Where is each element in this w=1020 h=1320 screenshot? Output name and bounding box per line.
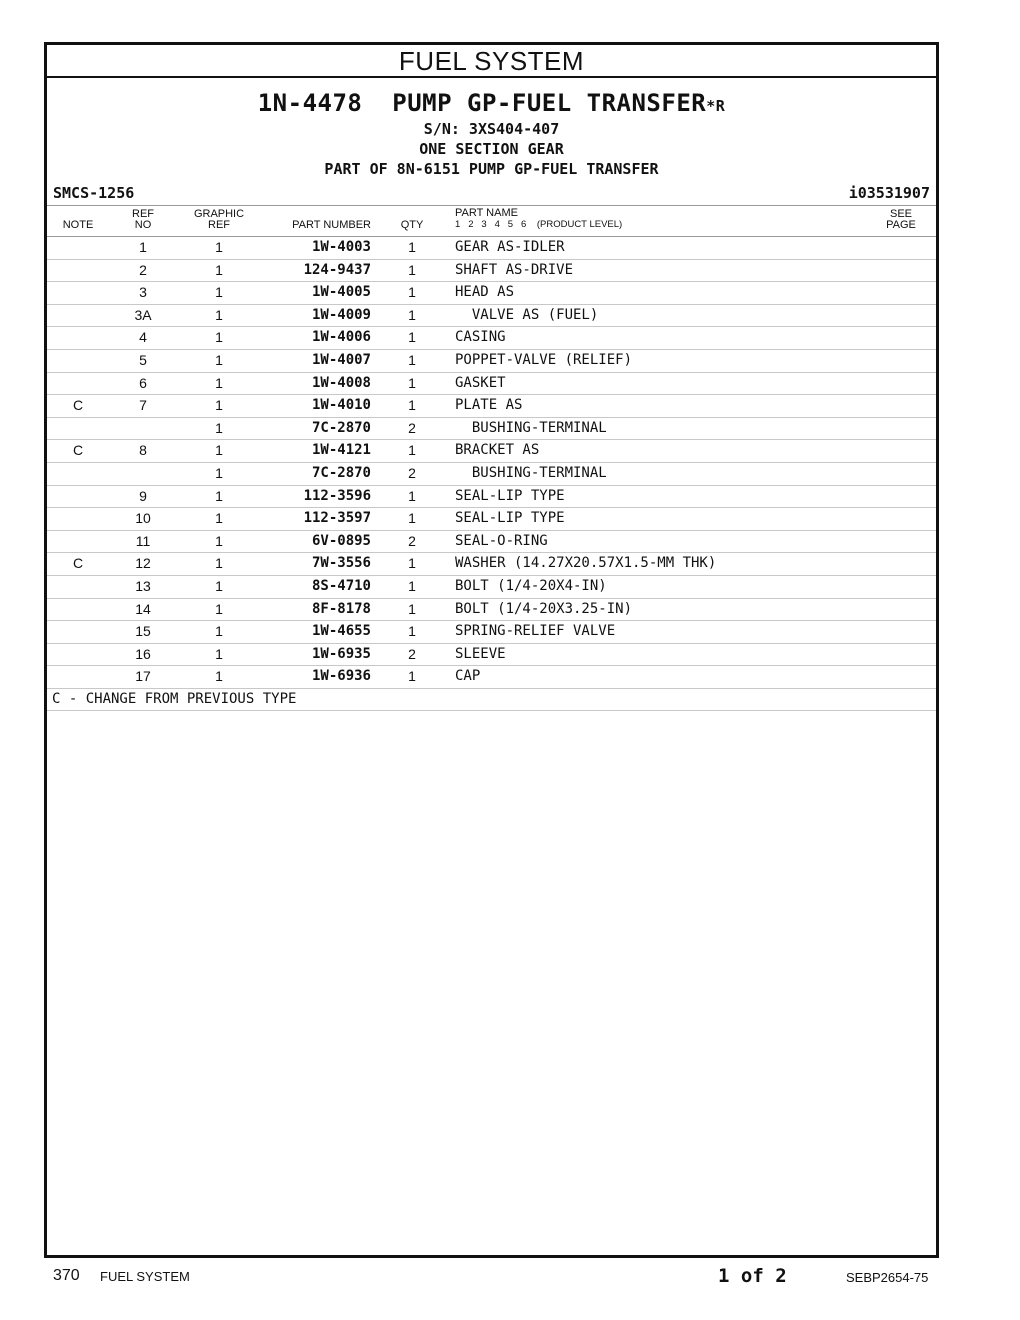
part-number-cell: 8F-8178: [311, 600, 371, 617]
part-name-cell: SPRING-RELIEF VALVE: [455, 623, 616, 640]
qty-cell: 2: [408, 464, 416, 481]
part-name-cell: SLEEVE: [455, 645, 506, 662]
parts-list-frame: [44, 42, 939, 1258]
part-name-cell: BOLT (1/4-20X4-IN): [455, 577, 607, 594]
table-row: [47, 463, 936, 486]
part-name-cell: CASING: [455, 329, 506, 346]
part-name-cell: BRACKET AS: [455, 442, 540, 459]
part-number-cell: 7C-2870: [311, 419, 371, 436]
part-number-cell: 6V-0895: [311, 532, 371, 549]
table-row: [47, 508, 936, 531]
part-number-cell: 1W-4655: [311, 623, 371, 640]
parts-rows: [47, 237, 936, 689]
graphic-ref-cell: 1: [215, 419, 223, 436]
note-cell: C: [72, 555, 84, 572]
graphic-ref-cell: 1: [215, 329, 223, 346]
qty-cell: 1: [408, 487, 416, 504]
ref-no-cell: 13: [135, 577, 151, 594]
qty-cell: 1: [408, 623, 416, 640]
part-name-cell: SHAFT AS-DRIVE: [455, 261, 574, 278]
smcs-code: SMCS-1256: [53, 184, 135, 202]
document-number: SEBP2654-75: [846, 1270, 929, 1285]
note-cell: C: [72, 397, 84, 414]
part-name-cell: SEAL-LIP TYPE: [455, 510, 565, 527]
part-number-cell: 7C-2870: [311, 464, 371, 481]
ref-no-cell: 16: [135, 645, 151, 662]
qty-cell: 1: [408, 239, 416, 255]
part-number-cell: 1W-4010: [311, 397, 371, 414]
table-row: [47, 327, 936, 350]
part-name-cell: GEAR AS-IDLER: [455, 239, 565, 255]
part-name-cell: BOLT (1/4-20X3.25-IN): [455, 600, 633, 617]
table-row: [47, 486, 936, 509]
part-name-cell: CAP: [455, 668, 481, 685]
part-number-cell: 112-3596: [303, 487, 371, 504]
part-number-cell: 8S-4710: [311, 577, 371, 594]
group-name: PUMP GP-FUEL TRANSFER: [392, 89, 707, 117]
qty-cell: 1: [408, 442, 416, 459]
col-ref-no-bottom: NO: [134, 219, 152, 231]
ref-no-cell: 7: [139, 397, 147, 414]
graphic-ref-cell: 1: [215, 623, 223, 640]
col-note: NOTE: [62, 219, 94, 231]
footer-section: FUEL SYSTEM: [100, 1269, 190, 1284]
part-number-cell: 124-9437: [303, 261, 371, 278]
ref-no-cell: 3: [139, 284, 147, 301]
ref-no-cell: 9: [139, 487, 147, 504]
graphic-ref-cell: 1: [215, 532, 223, 549]
qty-cell: 1: [408, 261, 416, 278]
page-footer: [0, 1262, 1020, 1292]
ref-no-cell: 10: [135, 510, 151, 527]
qty-cell: 1: [408, 397, 416, 414]
col-see-page-top: SEE: [889, 208, 912, 220]
illustration-id: i03531907: [848, 184, 930, 202]
ref-no-cell: 3A: [134, 306, 152, 323]
part-of-line: PART OF 8N-6151 PUMP GP-FUEL TRANSFER: [324, 160, 659, 178]
col-product-level: 1 2 3 4 5 6 (PRODUCT LEVEL): [455, 219, 623, 230]
note-cell: C: [72, 442, 84, 459]
part-number-cell: 1W-6936: [311, 668, 371, 685]
graphic-ref-cell: 1: [215, 487, 223, 504]
ref-no-cell: 17: [135, 668, 151, 685]
graphic-ref-cell: 1: [215, 284, 223, 301]
part-number-cell: 7W-3556: [311, 555, 371, 572]
ref-no-cell: 4: [139, 329, 147, 346]
table-row: [47, 395, 936, 418]
graphic-ref-cell: 1: [215, 600, 223, 617]
ref-no-cell: 6: [139, 374, 147, 391]
table-row: [47, 305, 936, 328]
table-row: [47, 599, 936, 622]
ref-no-cell: 14: [135, 600, 151, 617]
qty-cell: 1: [408, 284, 416, 301]
ref-no-cell: 2: [139, 261, 147, 278]
table-row: [47, 418, 936, 441]
part-number-cell: 112-3597: [303, 510, 371, 527]
graphic-ref-cell: 1: [215, 645, 223, 662]
group-flag: *R: [706, 97, 726, 115]
table-header: [47, 206, 936, 237]
part-name-cell: SEAL-LIP TYPE: [455, 487, 565, 504]
graphic-ref-cell: 1: [215, 239, 223, 255]
table-row: [47, 260, 936, 283]
qty-cell: 1: [408, 577, 416, 594]
part-name-cell: VALVE AS (FUEL): [455, 306, 599, 323]
ref-no-cell: 1: [139, 239, 147, 255]
page-number: 370: [53, 1267, 80, 1284]
qty-cell: 1: [408, 510, 416, 527]
part-name-cell: POPPET-VALVE (RELIEF): [455, 351, 633, 368]
qty-cell: 1: [408, 555, 416, 572]
part-number-cell: 1W-4121: [311, 442, 371, 459]
graphic-ref-cell: 1: [215, 306, 223, 323]
group-part-number: 1N-4478: [257, 89, 363, 117]
table-row: [47, 621, 936, 644]
footnote: C - CHANGE FROM PREVIOUS TYPE: [47, 689, 936, 711]
part-name-cell: SEAL-O-RING: [455, 532, 548, 549]
part-number-cell: 1W-6935: [311, 645, 371, 662]
part-number-cell: 1W-4006: [311, 329, 371, 346]
table-row: [47, 644, 936, 667]
col-qty: QTY: [400, 219, 424, 231]
col-see-page-bottom: PAGE: [886, 219, 916, 231]
graphic-ref-cell: 1: [215, 351, 223, 368]
qty-cell: 1: [408, 600, 416, 617]
ref-no-cell: 12: [135, 555, 151, 572]
part-name-cell: PLATE AS: [455, 397, 523, 414]
table-row: [47, 282, 936, 305]
qty-cell: 2: [408, 419, 416, 436]
graphic-ref-cell: 1: [215, 261, 223, 278]
graphic-ref-cell: 1: [215, 510, 223, 527]
serial-range: S/N: 3XS404-407: [423, 120, 560, 138]
table-row: [47, 531, 936, 554]
graphic-ref-cell: 1: [215, 374, 223, 391]
part-number-cell: 1W-4003: [311, 239, 371, 255]
qty-cell: 1: [408, 374, 416, 391]
qty-cell: 1: [408, 306, 416, 323]
col-graphic-ref-bottom: REF: [208, 219, 230, 231]
col-part-name: PART NAME: [455, 207, 518, 219]
part-number-cell: 1W-4009: [311, 306, 371, 323]
ref-no-cell: 8: [139, 442, 147, 459]
graphic-ref-cell: 1: [215, 555, 223, 572]
qty-cell: 1: [408, 668, 416, 685]
group-headline: [47, 90, 936, 119]
part-name-cell: HEAD AS: [455, 284, 515, 301]
part-name-cell: GASKET: [455, 374, 506, 391]
qty-cell: 1: [408, 351, 416, 368]
graphic-ref-cell: 1: [215, 442, 223, 459]
page-of-count: 1 of 2: [718, 1265, 787, 1287]
graphic-ref-cell: 1: [215, 668, 223, 685]
table-row: [47, 553, 936, 576]
col-graphic-ref-top: GRAPHIC: [193, 208, 245, 220]
ref-no-cell: 11: [135, 532, 151, 549]
section-title: FUEL SYSTEM: [47, 45, 936, 78]
table-row: [47, 440, 936, 463]
col-part-number: PART NUMBER: [292, 219, 371, 231]
table-row: [47, 576, 936, 599]
graphic-ref-cell: 1: [215, 577, 223, 594]
group-description: ONE SECTION GEAR: [419, 140, 564, 158]
table-row: [47, 350, 936, 373]
qty-cell: 2: [408, 532, 416, 549]
graphic-ref-cell: 1: [215, 464, 223, 481]
part-number-cell: 1W-4007: [311, 351, 371, 368]
part-number-cell: 1W-4005: [311, 284, 371, 301]
part-name-cell: WASHER (14.27X20.57X1.5-MM THK): [455, 555, 717, 572]
table-row: [47, 373, 936, 396]
graphic-ref-cell: 1: [215, 397, 223, 414]
ref-no-cell: 15: [135, 623, 151, 640]
table-row: [47, 237, 936, 260]
qty-cell: 2: [408, 645, 416, 662]
meta-row: [47, 181, 936, 206]
part-name-cell: BUSHING-TERMINAL: [455, 464, 607, 481]
part-number-cell: 1W-4008: [311, 374, 371, 391]
table-row: [47, 666, 936, 689]
ref-no-cell: 5: [139, 351, 147, 368]
col-ref-no-top: REF: [132, 208, 154, 220]
qty-cell: 1: [408, 329, 416, 346]
part-name-cell: BUSHING-TERMINAL: [455, 419, 607, 436]
